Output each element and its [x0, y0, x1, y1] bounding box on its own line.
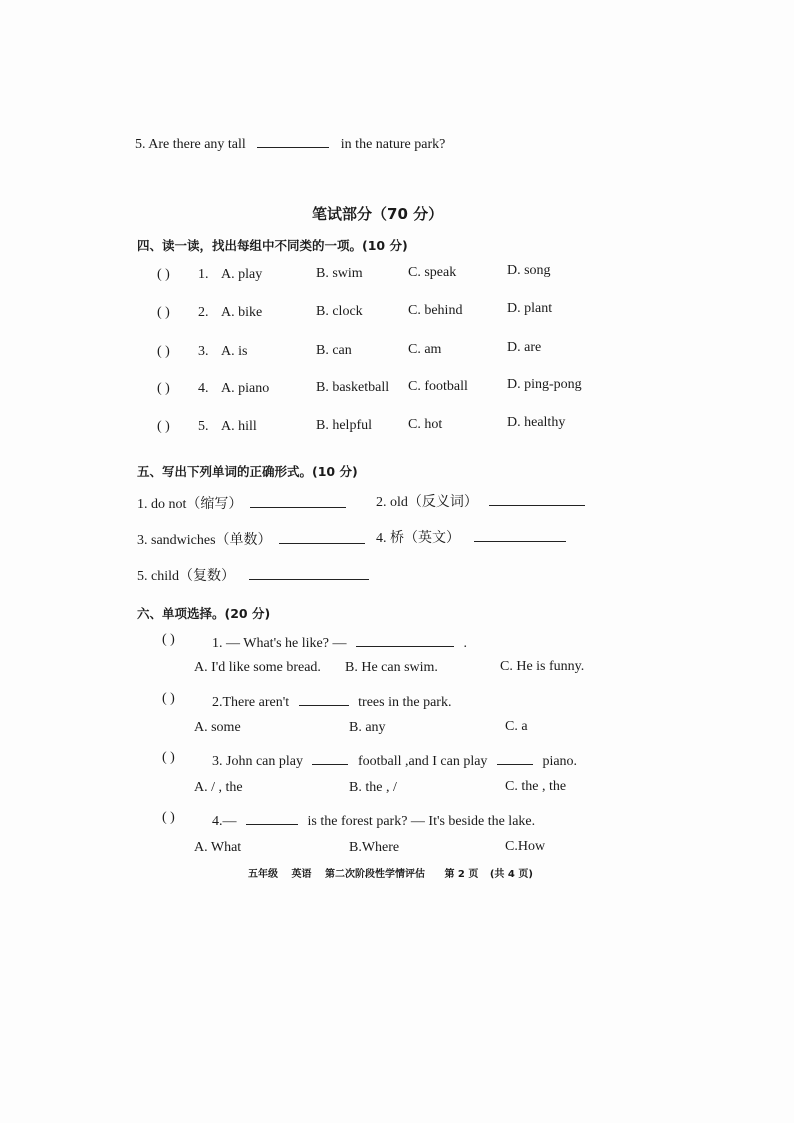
section-5-heading: 五、写出下列单词的正确形式。(10 分)	[137, 464, 358, 479]
question-text: 3. sandwiches（单数）	[137, 533, 272, 548]
question-text: 4. 桥（英文）	[376, 531, 460, 546]
option-a: A. bike	[221, 305, 263, 320]
answer-blank[interactable]	[489, 491, 585, 506]
stem-text: 2.There aren't	[212, 695, 290, 710]
question-text-after: in the nature park?	[340, 137, 446, 152]
footer-subject: 英语	[291, 869, 312, 880]
option-a: A. What	[194, 840, 242, 855]
option-b: B. the , /	[349, 780, 397, 795]
option-c: C. hot	[408, 417, 443, 432]
question-stem	[212, 750, 577, 770]
option-b: B.Where	[349, 840, 400, 855]
option-b: B. can	[316, 343, 352, 358]
answer-blank[interactable]	[312, 750, 348, 765]
option-c: C. a	[505, 719, 528, 734]
section-5-question	[137, 493, 346, 513]
option-c: C. am	[408, 342, 442, 357]
written-part-title: 笔试部分（70 分）	[312, 205, 444, 223]
option-a: A. / , the	[194, 780, 243, 795]
option-b: B. clock	[316, 304, 363, 319]
footer-grade: 五年级	[248, 869, 278, 880]
stem-end: .	[463, 636, 467, 651]
answer-blank[interactable]	[474, 527, 566, 542]
option-b: B. He can swim.	[345, 660, 438, 675]
answer-blank[interactable]	[497, 750, 533, 765]
answer-paren[interactable]: ( )	[157, 267, 170, 282]
answer-blank[interactable]	[249, 565, 369, 580]
answer-blank[interactable]	[356, 632, 454, 647]
question-text-before: 5. Are there any tall	[135, 137, 246, 152]
option-a: A. piano	[221, 381, 270, 396]
stem-text: football ,and I can play	[357, 754, 488, 769]
section-6-heading: 六、单项选择。(20 分)	[137, 606, 271, 621]
answer-paren[interactable]: ( )	[157, 381, 170, 396]
answer-blank[interactable]	[250, 493, 346, 508]
answer-blank[interactable]	[299, 691, 349, 706]
answer-paren[interactable]: ( )	[162, 632, 175, 647]
option-a: A. hill	[221, 419, 257, 434]
option-b: B. any	[349, 720, 386, 735]
option-d: D. plant	[507, 301, 553, 316]
option-d: D. are	[507, 340, 542, 355]
option-b: B. swim	[316, 266, 363, 281]
footer-total: (共 4 页)	[489, 869, 533, 880]
stem-text: 1. — What's he like? —	[212, 636, 347, 651]
option-b: B. helpful	[316, 418, 372, 433]
answer-paren[interactable]: ( )	[157, 305, 170, 320]
section-5-question	[376, 491, 585, 511]
item-number: 5.	[198, 419, 209, 434]
option-a: A. some	[194, 720, 241, 735]
page-footer	[248, 865, 533, 880]
stem-text: 4.—	[212, 814, 237, 829]
option-a: A. is	[221, 344, 248, 359]
option-c: C. behind	[408, 303, 463, 318]
option-c: C. speak	[408, 265, 457, 280]
footer-page: 第 2 页	[444, 869, 479, 880]
answer-paren[interactable]: ( )	[162, 750, 175, 765]
answer-blank[interactable]	[279, 529, 365, 544]
question-5-listening	[135, 133, 445, 153]
item-number: 4.	[198, 381, 209, 396]
section-5-question	[137, 565, 369, 585]
answer-paren[interactable]: ( )	[162, 691, 175, 706]
stem-text: trees in the park.	[358, 695, 452, 710]
question-text: 2. old（反义词）	[376, 495, 478, 510]
answer-paren[interactable]: ( )	[157, 344, 170, 359]
section-5-question	[137, 529, 365, 549]
option-d: D. healthy	[507, 415, 566, 430]
section-5-question	[376, 527, 566, 547]
answer-blank[interactable]	[257, 133, 329, 148]
question-stem	[212, 810, 535, 830]
option-b: B. basketball	[316, 380, 390, 395]
option-a: A. play	[221, 267, 263, 282]
answer-blank[interactable]	[246, 810, 298, 825]
question-text: 1. do not（缩写）	[137, 497, 243, 512]
item-number: 1.	[198, 267, 209, 282]
answer-paren[interactable]: ( )	[157, 419, 170, 434]
option-d: D. song	[507, 263, 551, 278]
answer-paren[interactable]: ( )	[162, 810, 175, 825]
question-stem	[212, 691, 451, 711]
option-d: D. ping-pong	[507, 377, 582, 392]
option-c: C. He is funny.	[500, 659, 585, 674]
section-4-heading: 四、读一读，找出每组中不同类的一项。(10 分)	[137, 238, 408, 253]
option-c: C. football	[408, 379, 468, 394]
stem-text: piano.	[542, 754, 578, 769]
option-c: C.How	[505, 839, 546, 854]
stem-text: is the forest park? — It's beside the lake.	[307, 814, 536, 829]
option-c: C. the , the	[505, 779, 567, 794]
item-number: 3.	[198, 344, 209, 359]
question-stem	[212, 632, 467, 652]
question-text: 5. child（复数）	[137, 569, 235, 584]
stem-text: 3. John can play	[212, 754, 303, 769]
item-number: 2.	[198, 305, 209, 320]
option-a: A. I'd like some bread.	[194, 660, 321, 675]
footer-exam: 第二次阶段性学情评估	[324, 869, 425, 880]
